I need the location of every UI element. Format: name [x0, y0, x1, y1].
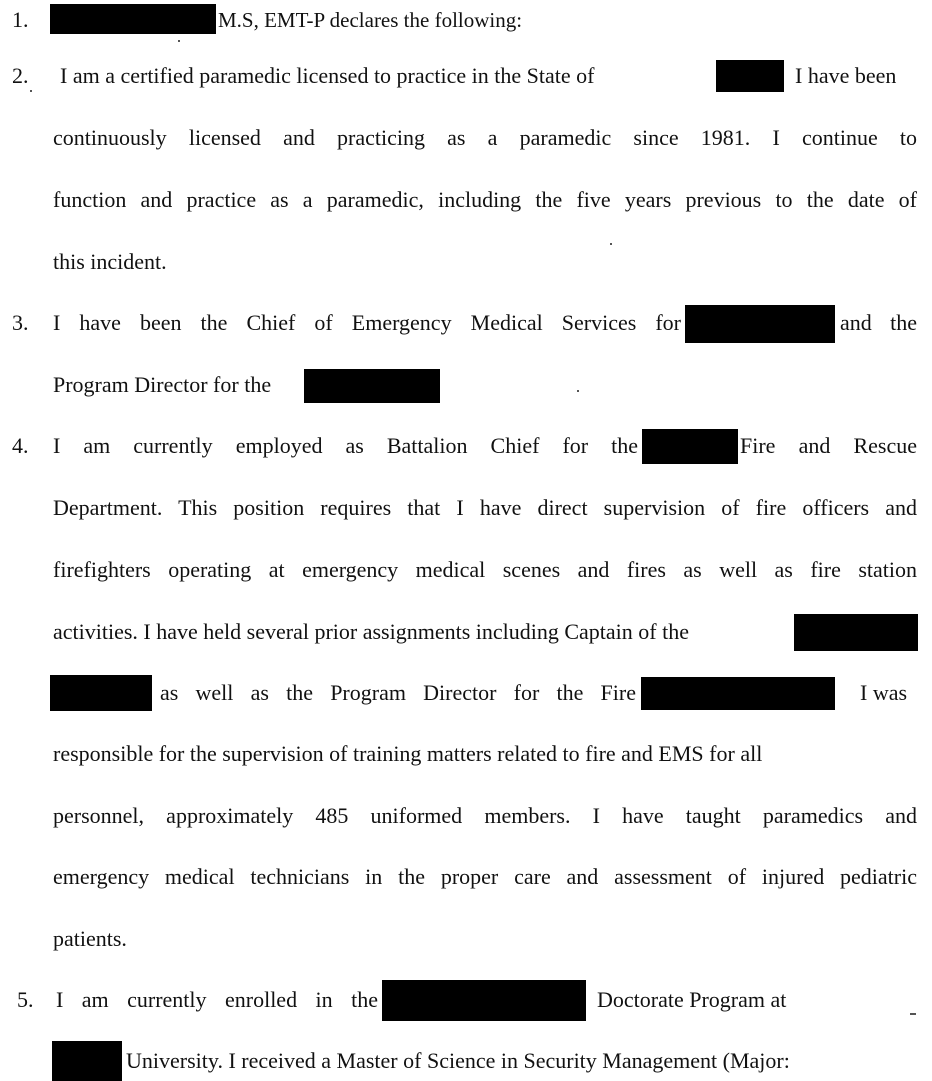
paragraph-number: 5.	[17, 987, 34, 1012]
paragraph-4-line-9	[0, 919, 932, 959]
paragraph-4-line-2	[0, 488, 932, 528]
paragraph-text: University. I received a Master of Science in Security Management (Major:	[126, 1048, 790, 1073]
redaction-block	[50, 675, 152, 711]
paragraph-2-line-3	[0, 180, 932, 220]
redaction-block	[304, 369, 440, 403]
paragraph-5-line-2	[0, 1041, 932, 1081]
paragraph-4-line-4	[0, 612, 932, 652]
paragraph-text: continuously licensed and practicing as a paramedic since 1981. I continue to	[53, 125, 917, 150]
redaction-block	[50, 4, 216, 34]
paragraph-text: I have been the Chief of Emergency Medical Services for	[53, 310, 681, 335]
scan-speck	[577, 390, 579, 392]
paragraph-text: I am currently enrolled in the	[56, 987, 378, 1012]
paragraph-text: Fire and Rescue	[740, 433, 917, 458]
paragraph-number: 2.	[12, 63, 29, 88]
scan-speck	[910, 1013, 916, 1015]
scan-speck	[30, 90, 32, 92]
paragraph-4-line-3	[0, 550, 932, 590]
paragraph-5-line-1	[0, 980, 932, 1020]
paragraph-4-line-5	[0, 673, 932, 713]
paragraph-number: 1.	[12, 7, 29, 32]
paragraph-text: function and practice as a paramedic, including the five years previous to the date of	[53, 187, 917, 212]
paragraph-text: emergency medical technicians in the proper care and assessment of injured pediatric	[53, 864, 917, 889]
redaction-block	[641, 677, 835, 710]
redaction-block	[685, 305, 835, 343]
paragraph-text: as well as the Program Director for the Fire	[160, 680, 636, 705]
redaction-block	[716, 60, 784, 92]
redaction-block	[52, 1041, 122, 1081]
paragraph-text: I was	[860, 680, 908, 705]
paragraph-4-line-8	[0, 857, 932, 897]
paragraph-4-line-1	[0, 426, 932, 466]
paragraph-text: patients.	[53, 926, 127, 951]
scan-speck	[610, 243, 612, 245]
scan-speck	[178, 40, 180, 42]
paragraph-3-line-2	[0, 365, 932, 405]
paragraph-4-line-6	[0, 734, 932, 774]
paragraph-text: personnel, approximately 485 uniformed members. I have taught paramedics and	[53, 803, 917, 828]
paragraph-text: this incident.	[53, 249, 167, 274]
paragraph-2-line-1	[0, 56, 932, 96]
paragraph-text: I have been	[795, 63, 897, 88]
paragraph-text: M.S, EMT-P declares the following:	[218, 8, 523, 32]
redaction-block	[642, 429, 738, 464]
paragraph-text: Department. This position requires that I have direct supervision of fire officers and	[53, 495, 917, 520]
redaction-block	[794, 614, 918, 651]
redaction-block	[382, 980, 586, 1021]
paragraph-text: firefighters operating at emergency medical scenes and fires as well as fire station	[53, 557, 917, 582]
paragraph-3-line-1	[0, 303, 932, 343]
paragraph-text: activities. I have held several prior assignments including Captain of the	[53, 619, 689, 644]
paragraph-4-line-7	[0, 796, 932, 836]
paragraph-text: and the	[840, 310, 917, 335]
paragraph-text: I am currently employed as Battalion Chief for the	[53, 433, 638, 458]
paragraph-text: responsible for the supervision of training matters related to fire and EMS for all	[53, 741, 763, 766]
paragraph-text: Program Director for the	[53, 372, 272, 397]
paragraph-1-line-1	[0, 0, 932, 40]
paragraph-text: Doctorate Program at	[597, 987, 787, 1012]
paragraph-number: 4.	[12, 433, 29, 458]
paragraph-number: 3.	[12, 310, 29, 335]
paragraph-text: I am a certified paramedic licensed to practice in the State of	[60, 63, 595, 88]
paragraph-2-line-2	[0, 118, 932, 158]
paragraph-2-line-4	[0, 242, 932, 282]
